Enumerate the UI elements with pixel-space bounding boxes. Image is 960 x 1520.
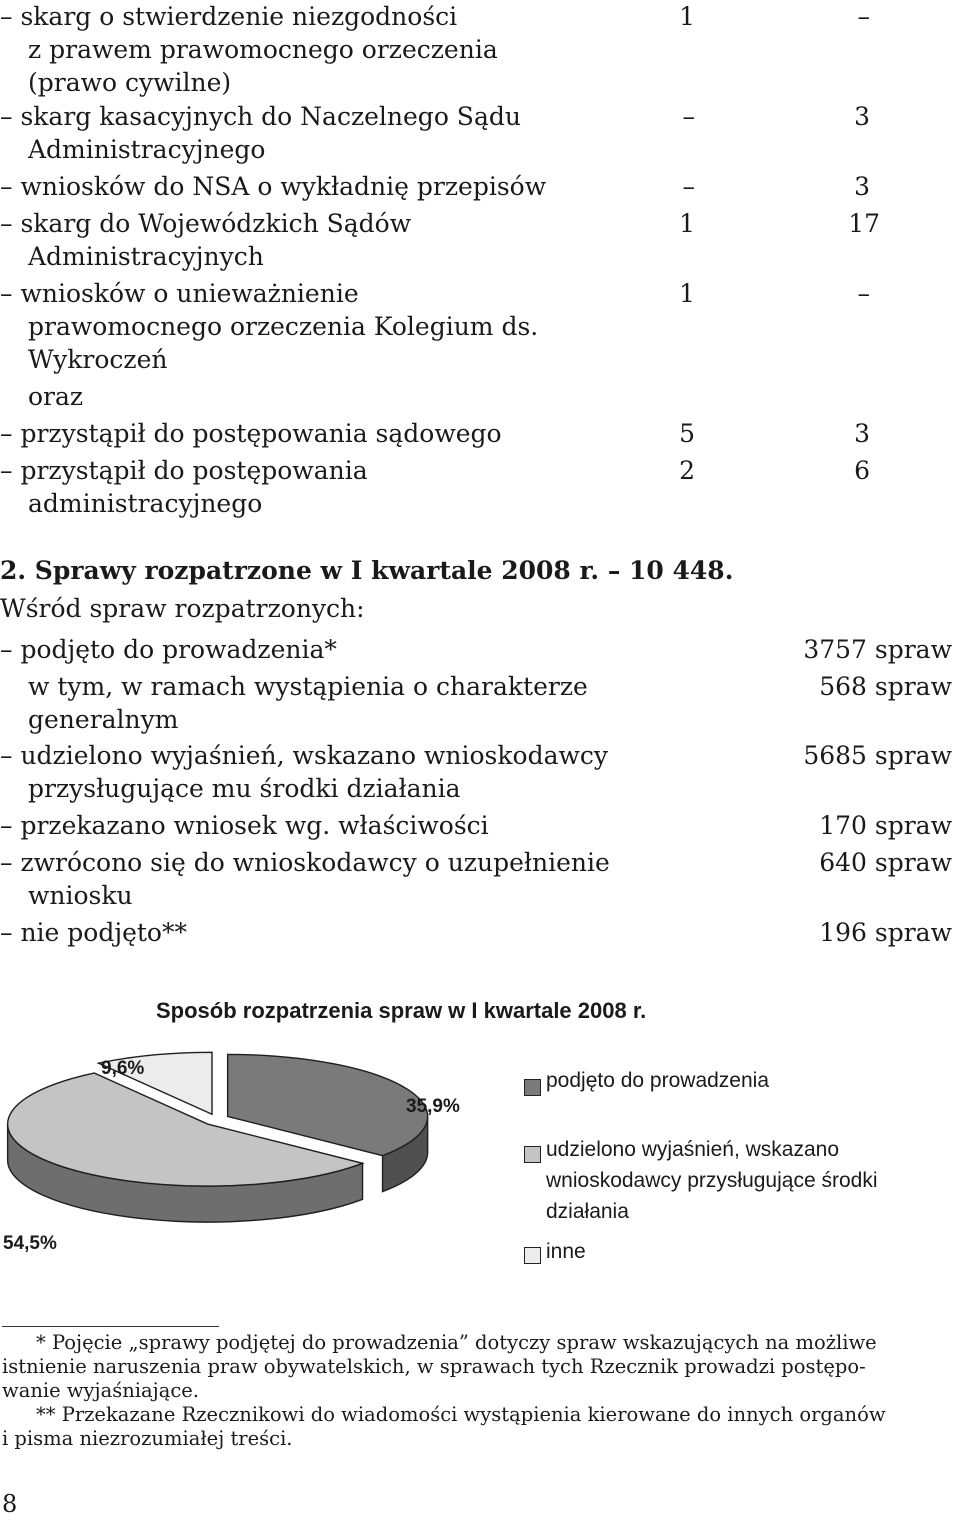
- page-number: 8: [2, 1490, 18, 1518]
- top-list-item: – wniosków o unieważnienie prawomocnego orzeczenia Kolegium ds. Wykroczeń: [0, 279, 539, 374]
- col1-value: –: [682, 102, 695, 131]
- col2-value: 6: [854, 456, 870, 485]
- legend-swatch-udzielono: [524, 1146, 541, 1163]
- col2-value: 17: [848, 209, 880, 238]
- pct-label-podjeto: 35,9%: [406, 1096, 460, 1117]
- top-list-item: – wniosków do NSA o wykładnię przepisów: [0, 172, 547, 201]
- legend-label-podjeto: podjęto do prowadzenia: [546, 1069, 770, 1092]
- col1-value: 1: [679, 209, 695, 238]
- top-list-item: – skarg o stwierdzenie niezgodności z prawem prawomocnego orzeczenia (prawo cywilne): [0, 2, 498, 97]
- case-count: 196 spraw: [819, 918, 952, 947]
- col1-value: 1: [679, 2, 695, 31]
- legend-swatch-podjeto: [524, 1079, 541, 1096]
- footnote-1: * Pojęcie „sprawy podjętej do prowadzenia” dotyczy spraw wskazujących na możliwe istnienie naruszenia praw obywatelskich, w sprawach tych Rzecznik prowadzi postępo- wanie wyjaśniające.: [2, 1331, 877, 1402]
- top-list-item: – skarg kasacyjnych do Naczelnego Sądu Administracyjnego: [0, 102, 521, 164]
- col2-value: 3: [854, 172, 870, 201]
- pie-svg: [0, 1050, 500, 1270]
- col1-value: 5: [679, 419, 695, 448]
- case-count: 568 spraw: [819, 672, 952, 701]
- case-count: 3757 spraw: [803, 635, 952, 664]
- col2-value: –: [857, 2, 870, 31]
- case-count: 640 spraw: [819, 848, 952, 877]
- section-heading: 2. Sprawy rozpatrzone w I kwartale 2008 r. – 10 448.: [0, 556, 734, 585]
- legend-label-inne: inne: [546, 1240, 586, 1263]
- col2-value: 3: [854, 102, 870, 131]
- col1-value: 2: [679, 456, 695, 485]
- col1-value: 1: [679, 279, 695, 308]
- col2-value: 3: [854, 419, 870, 448]
- case-item: – udzielono wyjaśnień, wskazano wnioskodawcy przysługujące mu środki działania: [0, 741, 609, 803]
- pct-label-inne: 9,6%: [101, 1058, 145, 1079]
- case-count: 170 spraw: [819, 811, 952, 840]
- chart-title: Sposób rozpatrzenia spraw w I kwartale 2008 r.: [156, 998, 647, 1023]
- case-item: – podjęto do prowadzenia*: [0, 635, 337, 664]
- top-list-item: – przystąpił do postępowania administracyjnego: [0, 456, 368, 518]
- case-item: – zwrócono się do wnioskodawcy o uzupełnienie wniosku: [0, 848, 610, 910]
- case-count: 5685 spraw: [803, 741, 952, 770]
- section-intro: Wśród spraw rozpatrzonych:: [0, 594, 365, 623]
- top-list-item: – przystąpił do postępowania sądowego: [0, 419, 502, 448]
- legend-label-udzielono: udzielono wyjaśnień, wskazano wnioskodawcy przysługujące środki działania: [546, 1138, 878, 1223]
- legend-swatch-inne: [524, 1247, 541, 1264]
- footnote-divider: [2, 1326, 219, 1327]
- conjunction-label: oraz: [28, 382, 84, 411]
- case-item: w tym, w ramach wystąpienia o charakterze generalnym: [28, 672, 588, 734]
- case-item: – przekazano wniosek wg. właściwości: [0, 811, 489, 840]
- footnote-2: ** Przekazane Rzecznikowi do wiadomości wystąpienia kierowane do innych organów i pisma niezrozumiałej treści.: [2, 1403, 886, 1450]
- top-list-item: – skarg do Wojewódzkich Sądów Administracyjnych: [0, 209, 412, 271]
- case-item: – nie podjęto**: [0, 918, 187, 947]
- pct-label-udzielono: 54,5%: [3, 1233, 57, 1254]
- col1-value: –: [682, 172, 695, 201]
- col2-value: –: [857, 279, 870, 308]
